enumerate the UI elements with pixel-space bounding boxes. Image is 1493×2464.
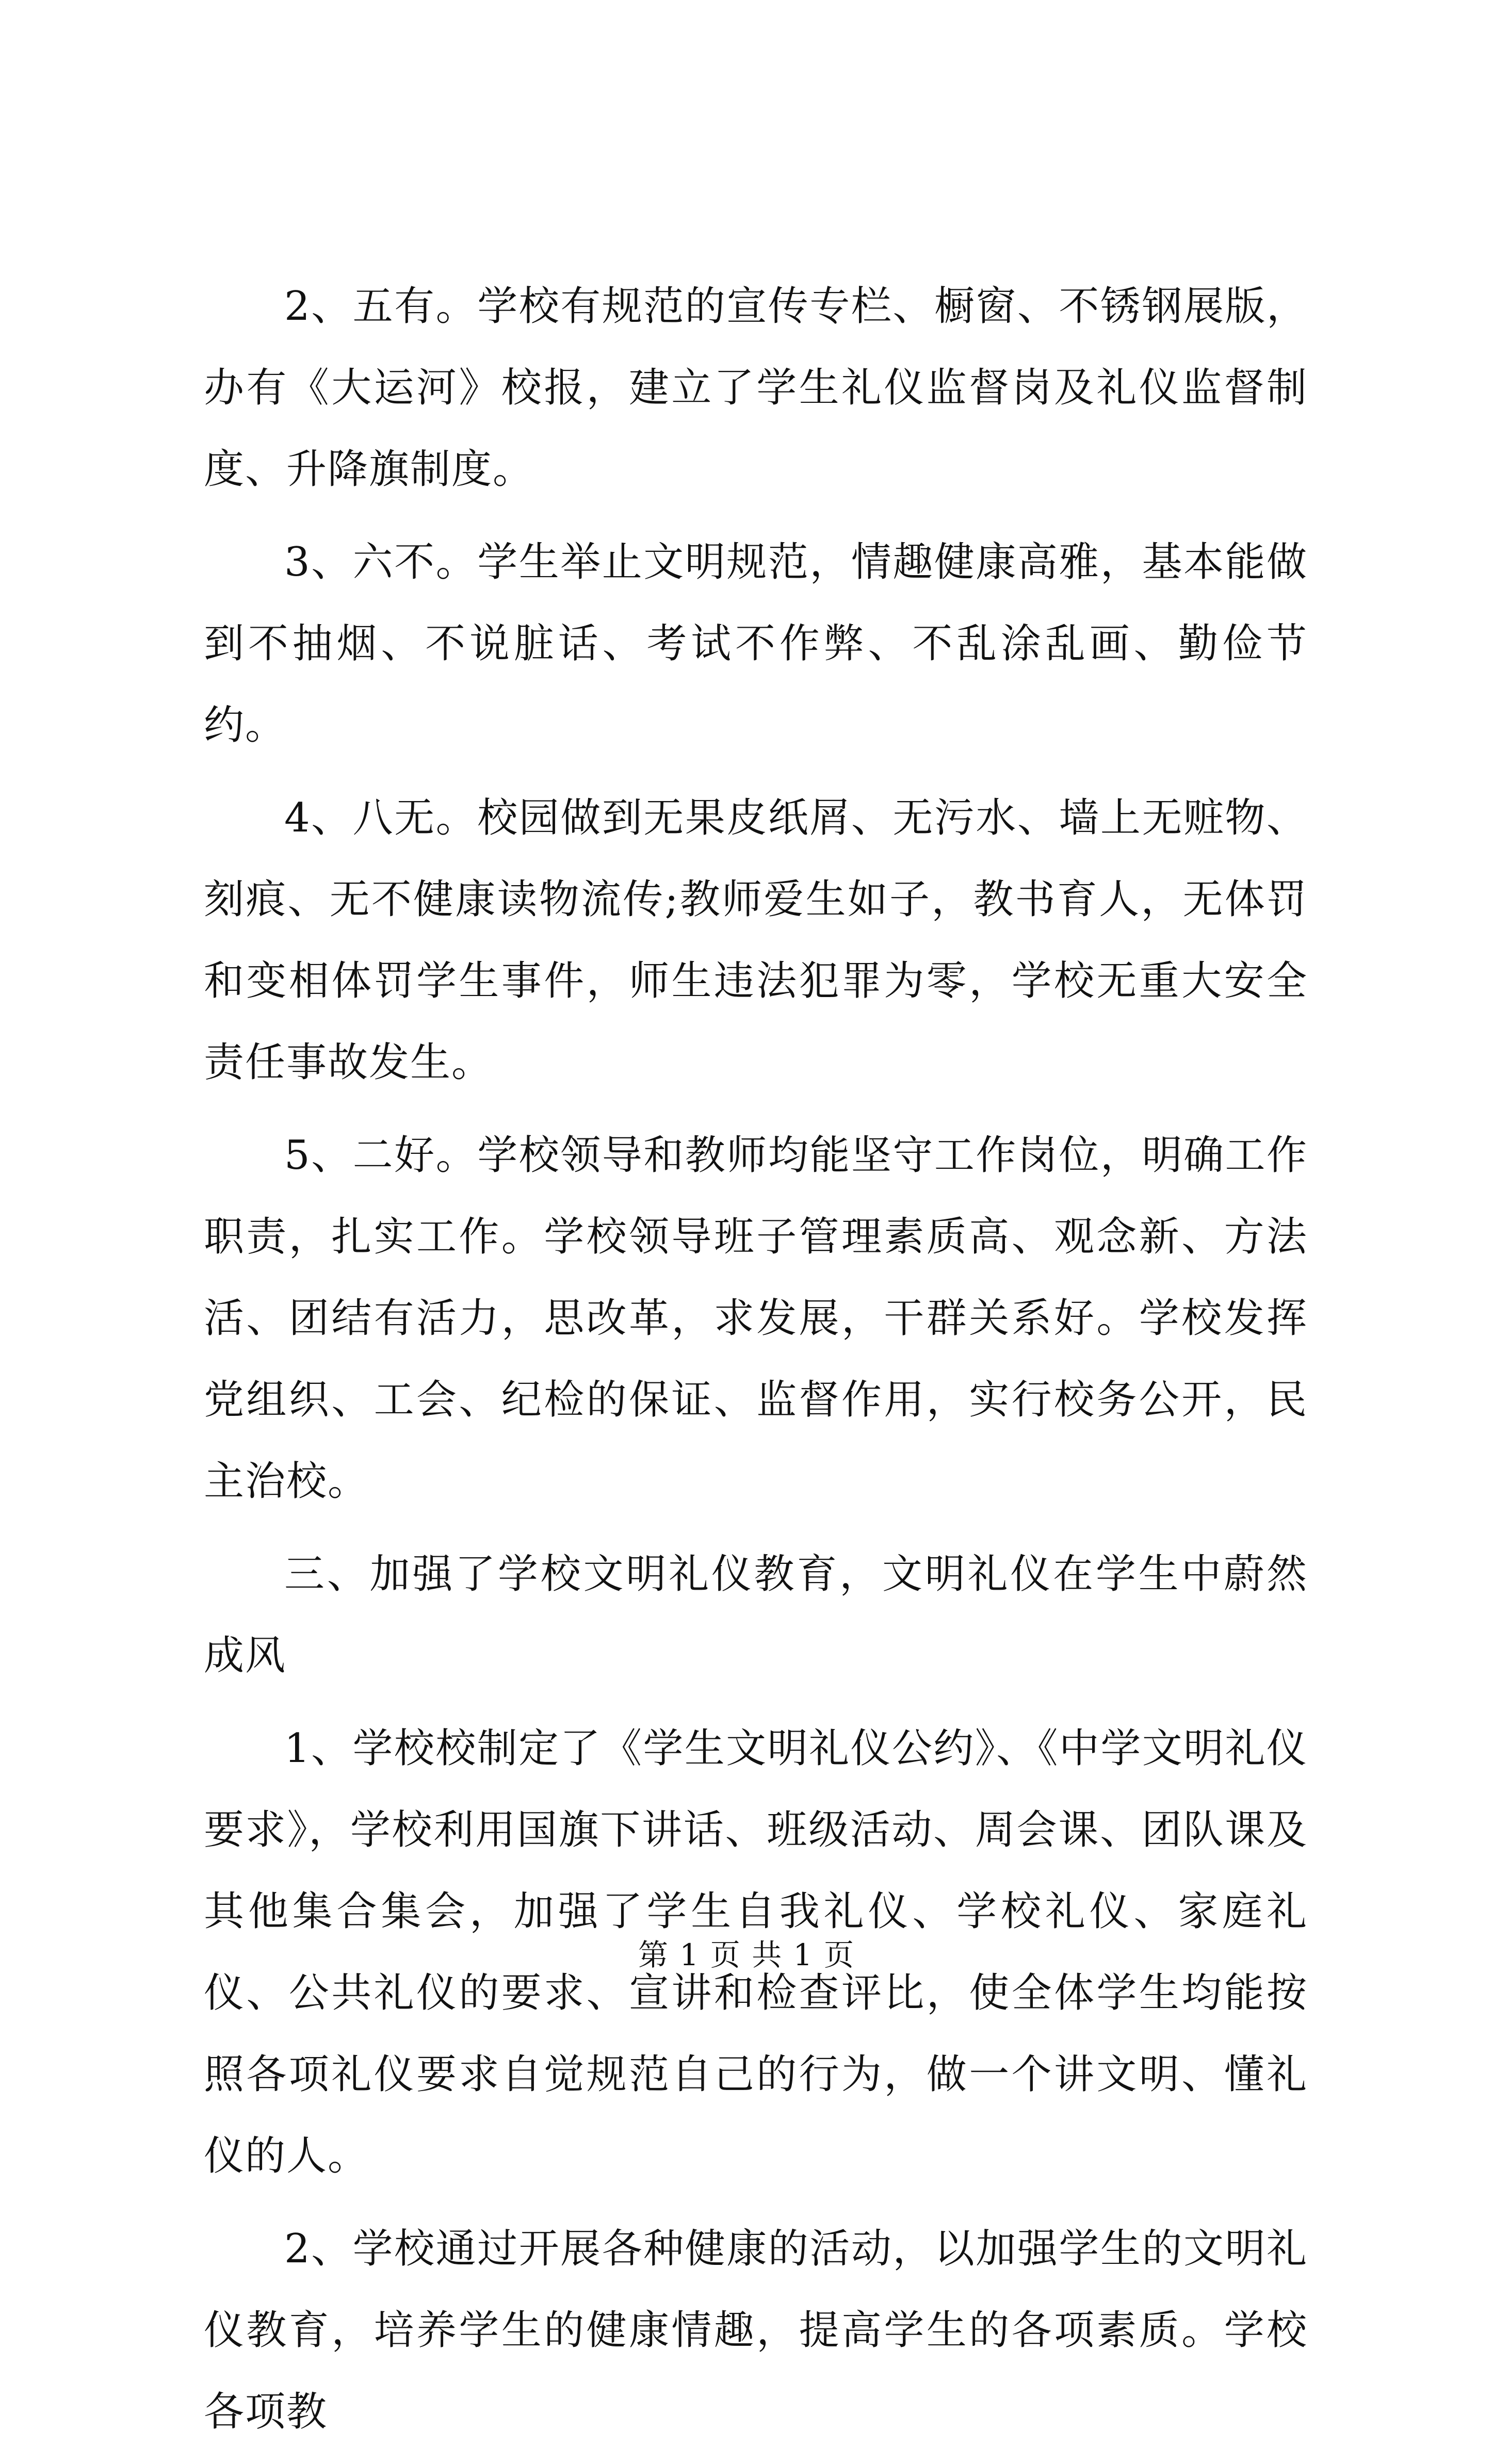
paragraph-etiquette-rules: 1、学校校制定了《学生文明礼仪公约》、《中学文明礼仪要求》，学校利用国旗下讲话、班级活动、周会课、团队课及其他集合集会，加强了学生自我礼仪、学校礼仪、家庭礼仪、公共礼仪的要求、宣讲和检查评比，使全体学生均能按照各项礼仪要求自觉规范自己的行为，做一个讲文明、懂礼仪的人。 (204, 1725, 1308, 2179)
paragraph-healthy-activities: 2、学校通过开展各种健康的活动，以加强学生的文明礼仪教育，培养学生的健康情趣，提高学生的各项素质。学校各项教 (204, 2226, 1308, 2435)
paragraph-eight-nones: 4、八无。校园做到无果皮纸屑、无污水、墙上无赃物、刻痕、无不健康读物流传;教师爱生如子，教书育人，无体罚和变相体罚学生事件，师生违法犯罪为零，学校无重大安全责任事故发生。 (204, 795, 1308, 1086)
paragraph-two-goods: 5、二好。学校领导和教师均能坚守工作岗位，明确工作职责，扎实工作。学校领导班子管理素质高、观念新、方法活、团结有活力，思改革，求发展，干群关系好。学校发挥党组织、工会、纪检的保证、监督作用，实行校务公开，民主治校。 (204, 1132, 1308, 1505)
paragraph-five-haves: 2、五有。学校有规范的宣传专栏、橱窗、不锈钢展版，办有《大运河》校报，建立了学生礼仪监督岗及礼仪监督制度、升降旗制度。 (204, 283, 1308, 493)
document-body (204, 266, 1308, 2464)
paragraph-six-nots: 3、六不。学生举止文明规范，情趣健康高雅，基本能做到不抽烟、不说脏话、考试不作弊、不乱涂乱画、勤俭节约。 (204, 539, 1308, 748)
page-number-footer: 第 1 页 共 1 页 (638, 1937, 855, 1972)
section-heading-etiquette: 三、加强了学校文明礼仪教育，文明礼仪在学生中蔚然成风 (204, 1551, 1308, 1679)
